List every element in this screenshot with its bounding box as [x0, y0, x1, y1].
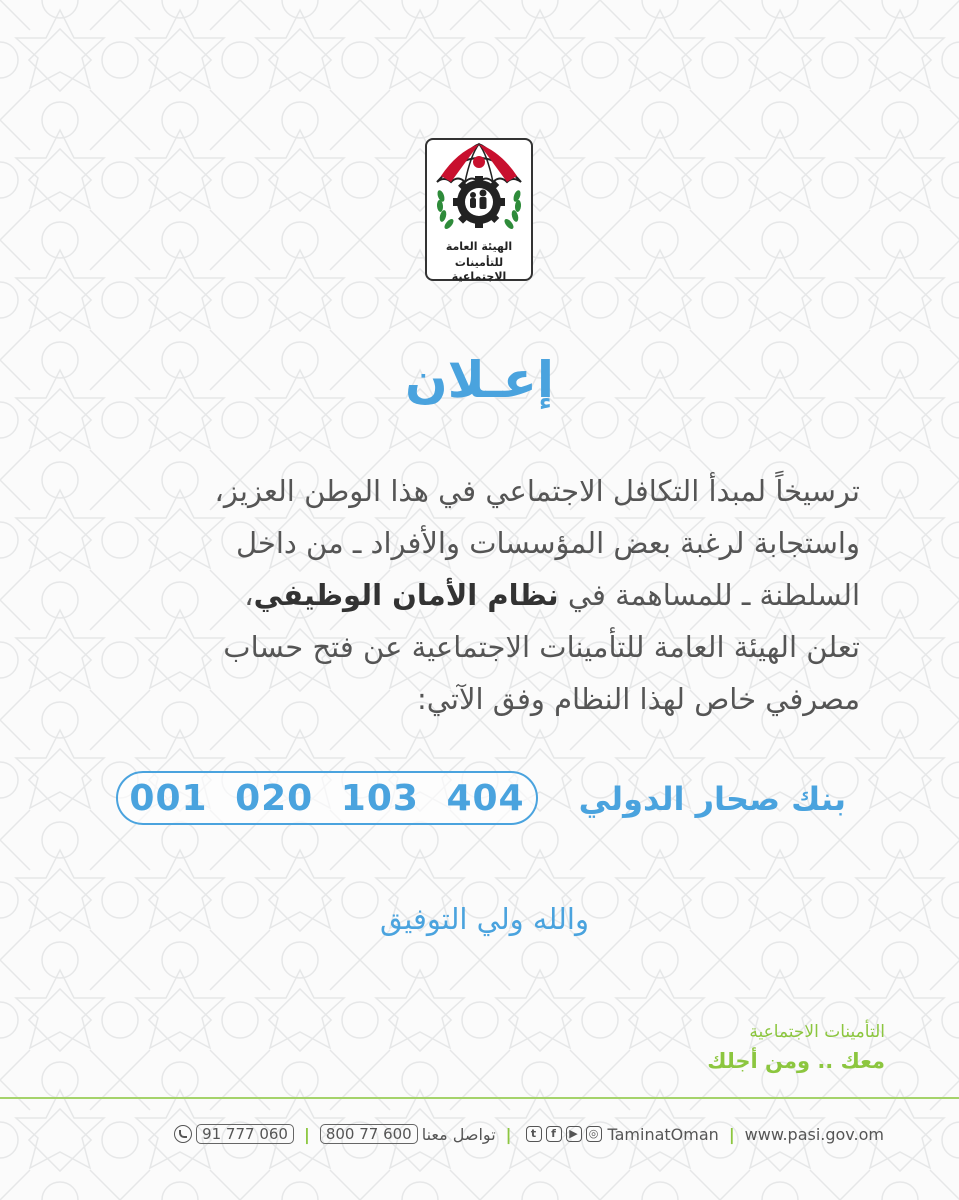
footer-bar: [88, 1121, 884, 1147]
closing-phrase: والله ولي التوفيق: [380, 902, 589, 936]
footer-separator: |: [728, 1124, 735, 1144]
logo-text-line2: للتأمينات الاجتماعية: [451, 256, 507, 283]
facebook-icon[interactable]: f: [546, 1126, 562, 1142]
body-line-3: [100, 569, 860, 621]
whatsapp-icon: [174, 1125, 192, 1143]
brand-slogan: معك .. ومن أجلك: [707, 1049, 885, 1073]
logo-text-line1: الهيئة العامة: [445, 240, 513, 253]
whatsapp-number[interactable]: 91 777 060: [196, 1124, 294, 1144]
twitter-icon[interactable]: t: [526, 1126, 542, 1142]
youtube-icon[interactable]: ▶: [566, 1126, 582, 1142]
body-line-4: تعلن الهيئة العامة للتأمينات الاجتماعية عن فتح حساب: [223, 630, 860, 664]
body-line-3-prefix: السلطنة ـ للمساهمة في: [558, 578, 860, 612]
website-link[interactable]: www.pasi.gov.om: [744, 1124, 884, 1144]
pasi-logo: [425, 138, 533, 281]
job-security-system-name: نظام الأمان الوظيفي: [253, 578, 559, 612]
announcement-body: [100, 465, 860, 725]
footer-separator: |: [505, 1124, 512, 1144]
phone-number[interactable]: 800 77 600: [320, 1124, 418, 1144]
body-line-2: واستجابة لرغبة بعض المؤسسات والأفراد ـ من داخل: [235, 526, 860, 560]
pasi-emblem-icon: [427, 140, 531, 235]
brand-name: التأمينات الاجتماعية: [749, 1022, 885, 1042]
contact-label: تواصل معنا: [421, 1124, 496, 1144]
social-handle[interactable]: TaminatOman: [607, 1124, 719, 1144]
announcement-title: إعـلان: [404, 351, 555, 409]
body-line-1: ترسيخاً لمبدأ التكافل الاجتماعي في هذا الوطن العزيز،: [214, 474, 860, 508]
body-line-5: مصرفي خاص لهذا النظام وفق الآتي:: [416, 682, 860, 716]
footer-separator: |: [303, 1124, 310, 1144]
account-number: 001 020 103 404: [116, 771, 538, 825]
instagram-icon[interactable]: ◎: [586, 1126, 602, 1142]
body-line-3-suffix: ،: [244, 578, 254, 612]
bank-name: بنك صحار الدولي: [578, 780, 846, 818]
footer-divider: [0, 1097, 959, 1099]
